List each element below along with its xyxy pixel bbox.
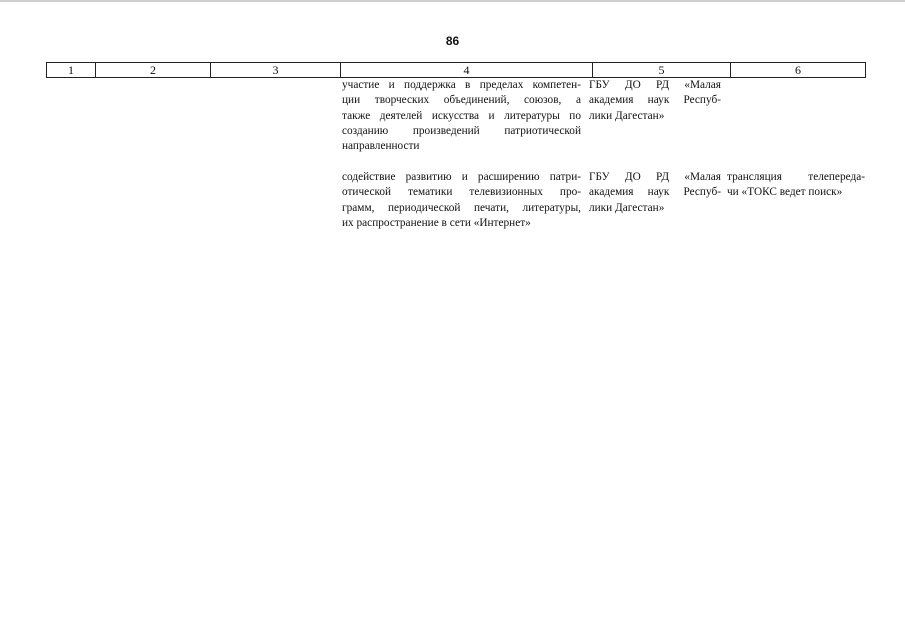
row-2-activity [340, 170, 587, 231]
table-row [340, 78, 865, 154]
text-line: направленности [342, 140, 420, 153]
text-line: грамм, периодической печати, литературы, [342, 201, 581, 214]
scan-top-edge [0, 0, 905, 2]
text-line: трансляция телепереда- [727, 171, 865, 183]
text-line: созданию произведений патриотической [342, 124, 581, 137]
row-2-responsible [587, 170, 725, 231]
text-line: отической тематики телевизионных про- [342, 186, 581, 199]
text-line: также деятелей искусства и литературы по [342, 109, 581, 122]
row-1-activity [340, 78, 587, 154]
column-header-1: 1 [46, 63, 95, 77]
column-header-2: 2 [95, 63, 210, 77]
text-line: академия наук Респуб- [589, 186, 721, 199]
text-line: ГБУ ДО РД «Малая [589, 171, 721, 183]
column-header-3: 3 [210, 63, 340, 77]
text-line: чи «ТОКС ведет поиск» [727, 186, 843, 199]
table-header-row [46, 62, 866, 78]
text-line: лики Дагестан» [589, 201, 665, 214]
column-header-6: 6 [730, 63, 866, 77]
table-row [340, 170, 865, 231]
page-number: 86 [445, 34, 460, 48]
text-line: лики Дагестан» [589, 109, 665, 122]
text-line: ции творческих объединений, союзов, а [342, 94, 581, 107]
text-line: участие и поддержка в пределах компетен- [342, 79, 581, 91]
text-line: содействие развитию и расширению патри- [342, 171, 581, 183]
row-2-result [725, 170, 865, 231]
text-line: академия наук Респуб- [589, 94, 721, 107]
column-header-4: 4 [340, 63, 592, 77]
text-line: их распространение в сети «Интернет» [342, 216, 531, 229]
row-1-result [725, 78, 865, 154]
text-line: ГБУ ДО РД «Малая [589, 79, 721, 91]
row-1-responsible [587, 78, 725, 154]
column-header-5: 5 [592, 63, 730, 77]
